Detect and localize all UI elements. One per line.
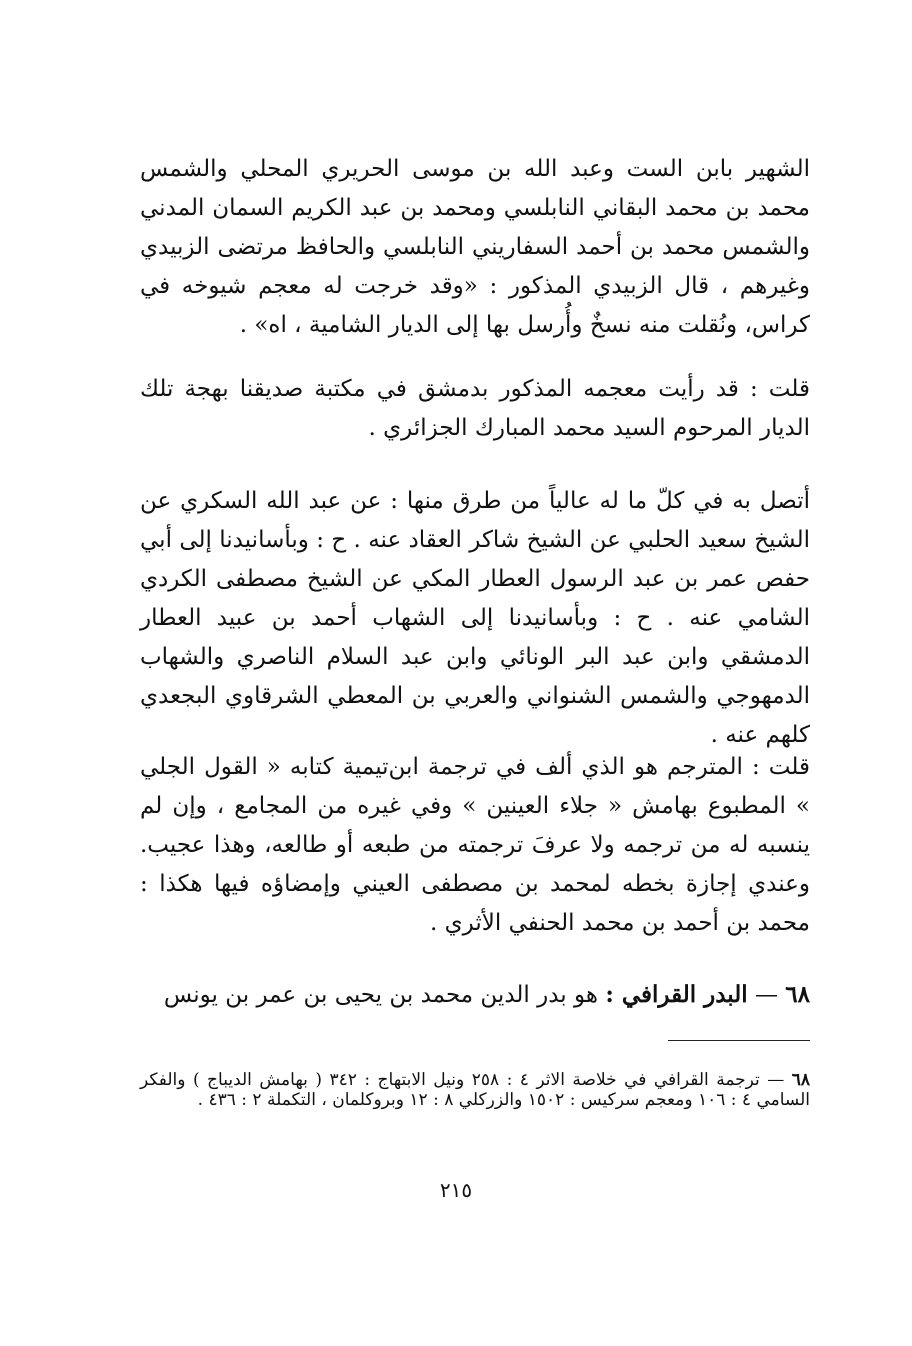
paragraph-continuation: الشهير بابن الست وعبد الله بن موسى الحريري المحلي والشمس محمد بن محمد البقاني النابلسي ومحمد بن عبد الكريم السمان المدني والشمس محمد بن أحمد السفاريني النابلسي والحافظ مرتضى الزبيدي وغيرهم ، قال الزبيدي المذكور : «وقد خرجت له معجم شيوخه في كراس، ونُقلت منه نسخٌ وأُرسل بها إلى الديار الشامية ، اه» . — [140, 156, 810, 338]
entry-name: البدر القرافي : — [605, 981, 748, 1008]
footnote-separator — [668, 1040, 810, 1041]
paragraph-note-author: قلت : المترجم هو الذي ألف في ترجمة ابن‌تيمية كتابه « القول الجلي » المطبوع بهامش « جلاء العينين » وفي غيره من المجامع ، وإن لم ينسبه له من ترجمه ولا عرفَ ترجمته من طبعه أو طالعه، وهذا عجيب. وعندي إجازة بخطه لمحمد بن مصطفى العيني وإمضاؤه فيها هكذا : محمد بن أحمد بن محمد الحنفي الأثري . — [140, 754, 810, 936]
paragraph-note-mujam: قلت : قد رأيت معجمه المذكور بدمشق في مكتبة صديقنا بهجة تلك الديار المرحوم السيد محمد المبارك الجزائري . — [140, 376, 810, 441]
entry-number: ٦٨ — [785, 981, 810, 1008]
paragraph-chains-of-transmission: أتصل به في كلّ ما له عالياً من طرق منها : عن عبد الله السكري عن الشيخ سعيد الحلبي عن الشيخ شاكر العقاد عنه . ح : وبأسانيدنا إلى أبي حفص عمر بن عبد الرسول العطار المكي عن الشيخ مصطفى الكردي الشامي عنه . ح : وبأسانيدنا إلى الشهاب أحمد بن عبيد العطار الدمشقي وابن عبد البر الونائي وابن عبد السلام الناصري والشهاب الدمهوجي والشمس الشنواني والعربي بن المعطي الشرقاوي البجعدي كلهم عنه . — [140, 488, 810, 748]
page-number: ٢١٥ — [439, 1178, 473, 1202]
footnote-number: ٦٨ — [791, 1070, 810, 1090]
entry-dash: — — [754, 982, 778, 1008]
footnote-text: — ترجمة القرافي في خلاصة الاثر ٤ : ٢٥٨ ونيل الابتهاج : ٣٤٢ ( بهامش الديباج ) والفكر السامي ٤ : ١٠٦ ومعجم سركيس : ١٥٠٢ والزركلي ٨ : ١٢ وبروكلمان ، التكملة ٢ : ٤٣٦ . — [140, 1070, 810, 1110]
footnote — [140, 1070, 810, 1110]
entry-68 — [140, 975, 810, 1015]
entry-text: هو بدر الدين محمد بن يحيى بن عمر بن يونس — [163, 982, 599, 1008]
